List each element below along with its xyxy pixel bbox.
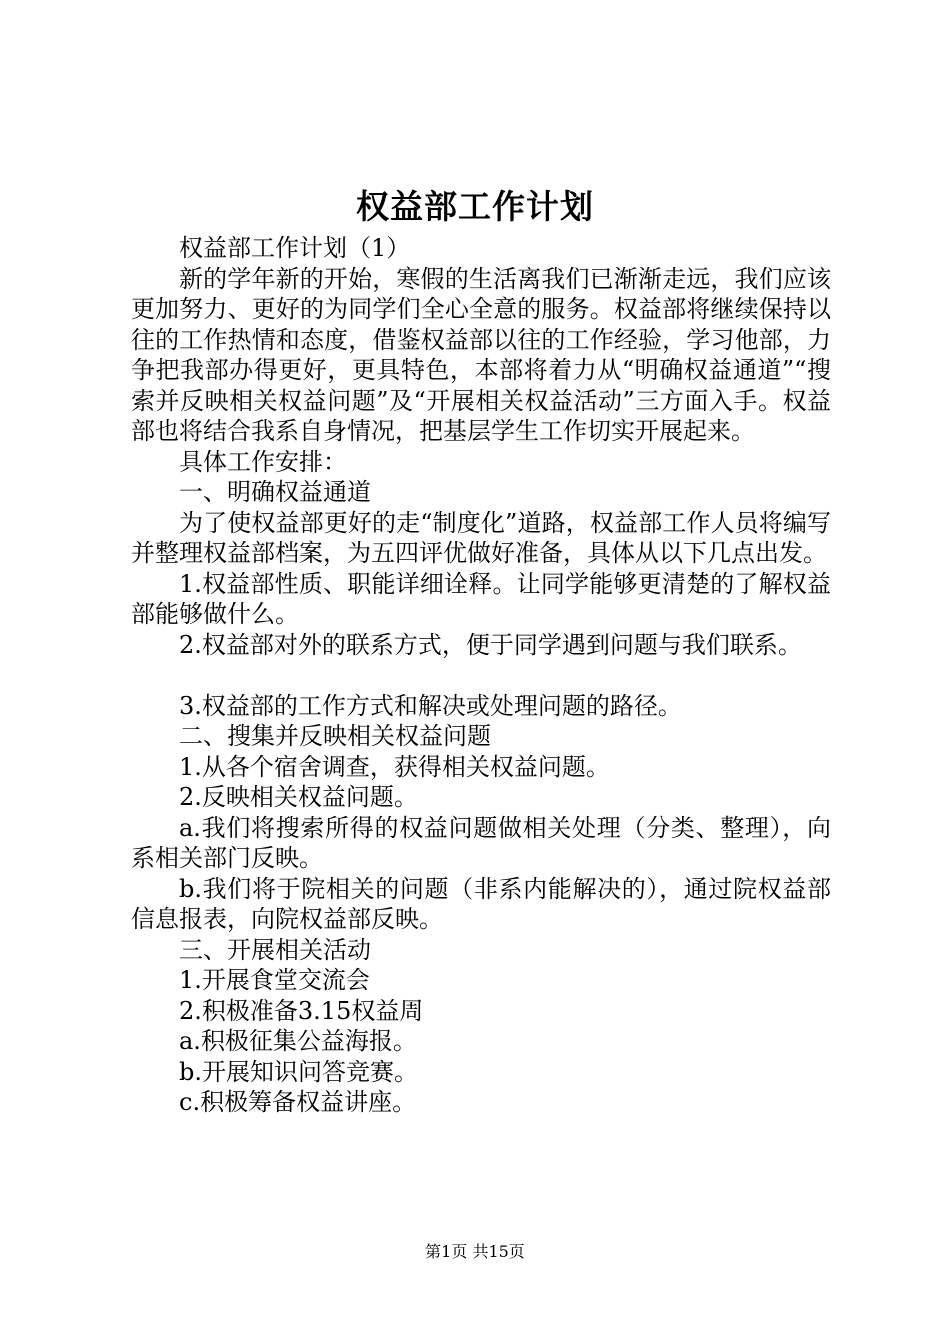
list-item-2-2: 2.反映相关权益问题。 bbox=[179, 783, 418, 811]
paragraph-section-1-intro: 为了使权益部更好的走“制度化”道路，权益部工作人员将编写并整理权益部档案，为五四评优做好准备，具体从以下几点出发。 bbox=[131, 508, 831, 567]
section-heading-3: 三、开展相关活动 bbox=[179, 935, 371, 964]
list-item-3-2-c: c.积极筹备权益讲座。 bbox=[179, 1088, 417, 1116]
paragraph-arrangement-heading: 具体工作安排： bbox=[179, 447, 347, 476]
document-body bbox=[131, 233, 831, 1118]
list-item-1-1: 1.权益部性质、职能详细诠释。让同学能够更清楚的了解权益部能够做什么。 bbox=[131, 569, 831, 628]
list-item-2-2-b: b.我们将于院相关的问题（非系内能解决的），通过院权益部信息报表，向院权益部反映。 bbox=[131, 874, 831, 933]
section-heading-2: 二、搜集并反映相关权益问题 bbox=[179, 722, 491, 750]
list-item-2-1: 1.从各个宿舍调查，获得相关权益问题。 bbox=[179, 752, 610, 781]
list-item-2-2-a: a.我们将搜索所得的权益问题做相关处理（分类、整理），向系相关部门反映。 bbox=[131, 813, 831, 872]
list-item-3-1: 1.开展食堂交流会 bbox=[179, 966, 370, 994]
paragraph-intro: 新的学年新的开始，寒假的生活离我们已渐渐走远，我们应该更加努力、更好的为同学们全心全意的服务。权益部将继续保持以往的工作热情和态度，借鉴权益部以往的工作经验，学习他部，力争把我部办得更好，更具特色，本部将着力从“明确权益通道”“搜索并反映相关权益问题”及“开展相关权益活动”三方面入手。权益部也将结合我系自身情况，把基层学生工作切实开展起来。 bbox=[131, 264, 831, 445]
list-item-1-2: 2.权益部对外的联系方式，便于同学遇到问题与我们联系。 bbox=[179, 630, 802, 659]
list-item-3-2-a: a.积极征集公益海报。 bbox=[179, 1027, 417, 1055]
list-item-1-3: 3.权益部的工作方式和解决或处理问题的路径。 bbox=[179, 691, 682, 720]
list-item-3-2-b: b.开展知识问答竞赛。 bbox=[179, 1057, 418, 1086]
section-heading-1: 一、明确权益通道 bbox=[179, 478, 371, 506]
document-title: 权益部工作计划 bbox=[356, 187, 594, 226]
paragraph-subtitle: 权益部工作计划（1） bbox=[179, 234, 411, 262]
list-item-3-2: 2.积极准备3.15权益周 bbox=[179, 996, 424, 1025]
page-footer: 第1页 共15页 bbox=[425, 1242, 525, 1261]
